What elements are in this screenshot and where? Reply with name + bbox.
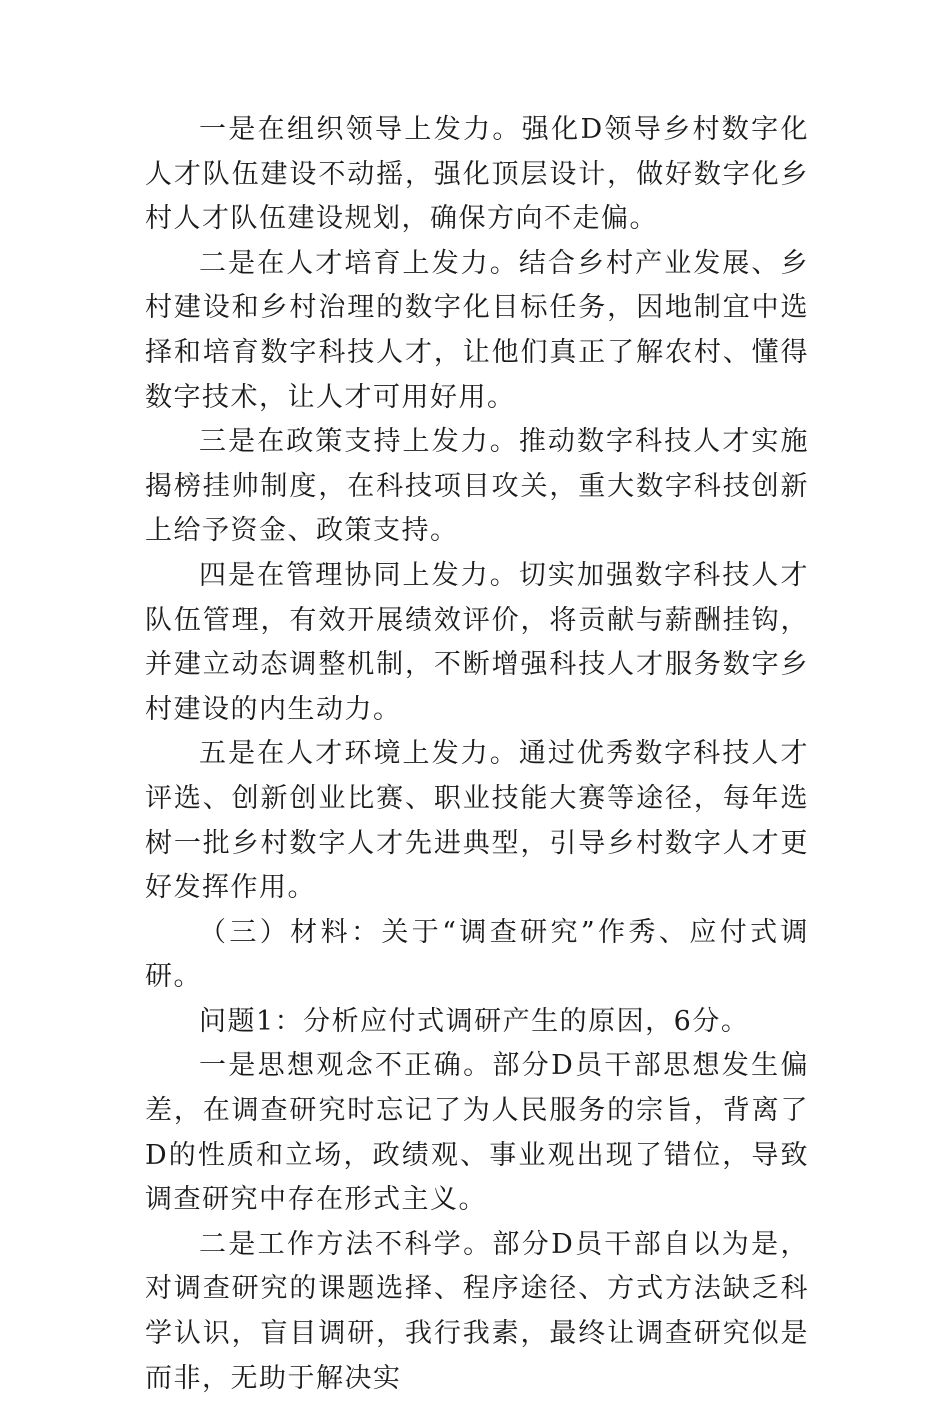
- section-heading-material: （三）材料：关于“调查研究”作秀、应付式调研。: [145, 916, 809, 993]
- paragraph-method-cause: 二是工作方法不科学。部分D员干部自以为是，对调查研究的课题选择、程序途径、方式方法缺乏科学认识，盲目调研，我行我素，最终让调查研究似是而非，无助于解决实: [145, 1228, 809, 1394]
- question-heading: 问题1：分析应付式调研产生的原因，6分。: [199, 1005, 750, 1037]
- paragraph-organization-leadership: 一是在组织领导上发力。强化D领导乡村数字化人才队伍建设不动摇，强化顶层设计，做好数字化乡村人才队伍建设规划，确保方向不走偏。: [145, 114, 809, 235]
- paragraph-policy-support: 三是在政策支持上发力。推动数字科技人才实施揭榜挂帅制度，在科技项目攻关，重大数字科技创新上给予资金、政策支持。: [145, 426, 809, 547]
- paragraph-talent-environment: 五是在人才环境上发力。通过优秀数字科技人才评选、创新创业比赛、职业技能大赛等途径，每年选树一批乡村数字人才先进典型，引导乡村数字人才更好发挥作用。: [145, 738, 809, 904]
- paragraph-ideology-cause: 一是思想观念不正确。部分D员干部思想发生偏差，在调查研究时忘记了为人民服务的宗旨，背离了D的性质和立场，政绩观、事业观出现了错位，导致调查研究中存在形式主义。: [145, 1050, 809, 1216]
- paragraph-talent-cultivation: 二是在人才培育上发力。结合乡村产业发展、乡村建设和乡村治理的数字化目标任务，因地制宜中选择和培育数字科技人才，让他们真正了解农村、懂得数字技术，让人才可用好用。: [145, 247, 809, 413]
- paragraph-management-coordination: 四是在管理协同上发力。切实加强数字科技人才队伍管理，有效开展绩效评价，将贡献与薪酬挂钩，并建立动态调整机制，不断增强科技人才服务数字乡村建设的内生动力。: [145, 559, 809, 725]
- document-body: [145, 108, 809, 1401]
